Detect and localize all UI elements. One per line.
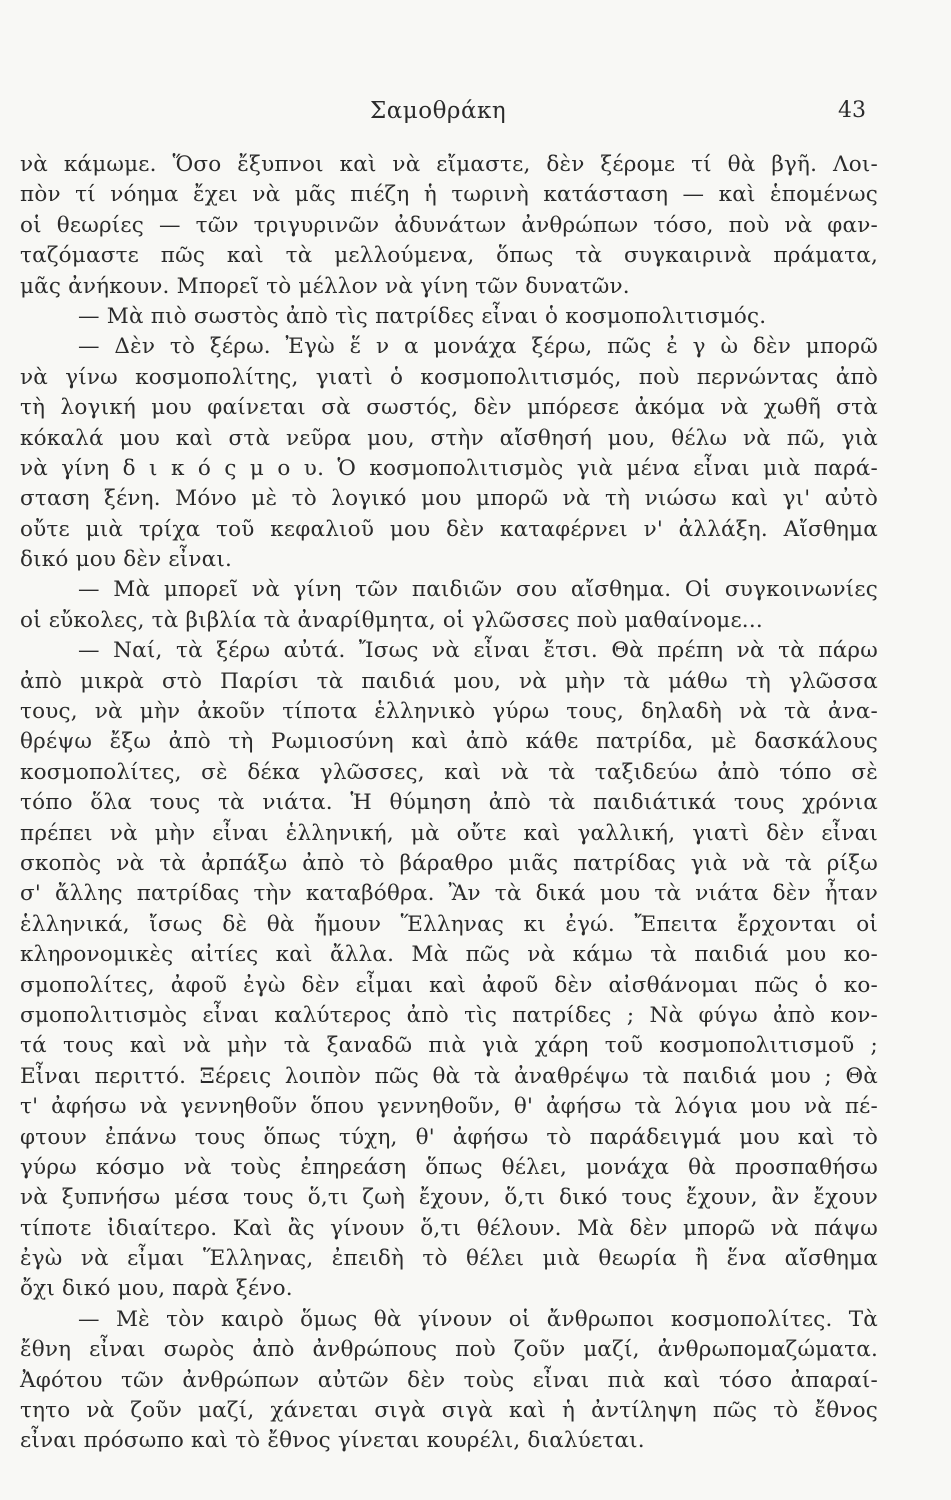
text-line: πὸν τί νόημα ἔχει νὰ μᾶς πιέζη ἡ τωρινὴ κατάσταση — καὶ ἑπομένως	[20, 182, 878, 208]
text-line: νὰ κάμωμε. Ὅσο ἔξυπνοι καὶ νὰ εἴμαστε, δὲν ξέρομε τί θὰ βγῆ. Λοι-	[20, 152, 878, 177]
text-line: ἑλληνικά, ἴσως δὲ θὰ ἤμουν Ἕλληνας κι ἐγώ. Ἔπειτα ἔρχονται οἱ	[20, 911, 878, 937]
body-text	[20, 150, 878, 1457]
text-line: τά τους καὶ νὰ μὴν τὰ ξαναδῶ πιὰ γιὰ χάρη τοῦ κοσμοπολιτισμοῦ ;	[20, 1033, 878, 1059]
running-head	[0, 98, 951, 132]
text-line: οἱ εὔκολες, τὰ βιβλία τὰ ἀναρίθμητα, οἱ γλῶσσες ποὺ μαθαίνομε...	[20, 607, 763, 633]
text-line: τ' ἀφήσω νὰ γεννηθοῦν ὅπου γεννηθοῦν, θ' ἀφήσω τὰ λόγια μου νὰ πέ-	[20, 1094, 878, 1120]
text-line: νὰ γίνω κοσμοπολίτης, γιατὶ ὁ κοσμοπολιτισμός, ποὺ περνώντας ἀπὸ	[20, 364, 878, 390]
text-line: νὰ ξυπνήσω μέσα τους ὅ,τι ζωὴ ἔχουν, ὅ,τι δικό τους ἔχουν, ἂν ἔχουν	[20, 1185, 878, 1211]
text-line: γύρω κόσμο νὰ τοὺς ἐπηρεάση ὅπως θέλει, μονάχα θὰ προσπαθήσω	[20, 1154, 878, 1180]
text-line: — Μὰ μπορεῖ νὰ γίνη τῶν παιδιῶν σου αἴσθημα. Οἱ συγκοινωνίες	[78, 577, 878, 603]
text-line: οἱ θεωρίες — τῶν τριγυρινῶν ἀδυνάτων ἀνθρώπων τόσο, ποὺ νὰ φαν-	[20, 212, 878, 238]
text-line: σμοπολιτισμὸς εἶναι καλύτερος ἀπὸ τὶς πατρίδες ; Νὰ φύγω ἀπὸ κον-	[20, 1002, 878, 1028]
text-line: κληρονομικὲς αἰτίες καὶ ἄλλα. Μὰ πῶς νὰ κάμω τὰ παιδιά μου κο-	[20, 942, 878, 968]
text-line: μᾶς ἀνήκουν. Μπορεῖ τὸ μέλλον νὰ γίνη τῶν δυνατῶν.	[20, 273, 630, 299]
text-line: τητο νὰ ζοῦν μαζί, χάνεται σιγὰ σιγὰ καὶ ἡ ἀντίληψη πῶς τὸ ἔθνος	[20, 1398, 878, 1424]
page-number: 43	[838, 98, 866, 123]
text-line: σμοπολίτες, ἀφοῦ ἐγὼ δὲν εἶμαι καὶ ἀφοῦ δὲν αἰσθάνομαι πῶς ὁ κο-	[20, 972, 878, 998]
text-line: τόπο ὅλα τους τὰ νιάτα. Ἡ θύμηση ἀπὸ τὰ παιδιάτικά τους χρόνια	[20, 790, 878, 816]
running-title: Σαμοθράκη	[370, 98, 507, 124]
text-line: δικό μου δὲν εἶναι.	[20, 547, 233, 573]
text-line: Εἶναι περιττό. Ξέρεις λοιπὸν πῶς θὰ τὰ ἀναθρέψω τὰ παιδιά μου ; Θὰ	[20, 1063, 878, 1089]
text-line: σταση ξένη. Μόνο μὲ τὸ λογικό μου μπορῶ νὰ τὴ νιώσω καὶ γι' αὐτὸ	[20, 486, 878, 512]
text-line: ἀπὸ μικρὰ στὸ Παρίσι τὰ παιδιά μου, νὰ μὴν τὰ μάθω τὴ γλῶσσα	[20, 668, 878, 694]
text-line: Ἀφότου τῶν ἀνθρώπων αὐτῶν δὲν τοὺς εἶναι πιὰ καὶ τόσο ἀπαραί-	[20, 1367, 878, 1393]
text-line: — Μὲ τὸν καιρὸ ὅμως θὰ γίνουν οἱ ἄνθρωποι κοσμοπολίτες. Τὰ	[78, 1306, 878, 1332]
text-line: τους, νὰ μὴν ἀκοῦν τίποτα ἑλληνικὸ γύρω τους, δηλαδὴ νὰ τὰ ἀνα-	[20, 699, 878, 725]
text-line: κοσμοπολίτες, σὲ δέκα γλῶσσες, καὶ νὰ τὰ ταξιδεύω ἀπὸ τόπο σὲ	[20, 759, 878, 785]
text-line: θρέψω ἔξω ἀπὸ τὴ Ρωμιοσύνη καὶ ἀπὸ κάθε πατρίδα, μὲ δασκάλους	[20, 729, 878, 755]
text-line: — Μὰ πιὸ σωστὸς ἀπὸ τὶς πατρίδες εἶναι ὁ κοσμοπολιτισμός.	[78, 303, 767, 329]
text-line: — Δὲν τὸ ξέρω. Ἐγὼ ἕ ν α μονάχα ξέρω, πῶς ἐ γ ὼ δὲν μπορῶ	[78, 334, 878, 360]
text-line: σ' ἄλλης πατρίδας τὴν καταβόθρα. Ἂν τὰ δικά μου τὰ νιάτα δὲν ἦταν	[20, 881, 878, 907]
text-line: νὰ γίνη δ ι κ ό ς μ ο υ. Ὁ κοσμοπολιτισμὸς γιὰ μένα εἶναι μιὰ παρά-	[20, 455, 878, 481]
text-line: — Ναί, τὰ ξέρω αὐτά. Ἴσως νὰ εἶναι ἔτσι. Θὰ πρέπη νὰ τὰ πάρω	[78, 638, 878, 664]
text-line: κόκαλά μου καὶ στὰ νεῦρα μου, στὴν αἴσθησή μου, θέλω νὰ πῶ, γιὰ	[20, 425, 878, 451]
text-line: ἐγὼ νὰ εἶμαι Ἕλληνας, ἐπειδὴ τὸ θέλει μιὰ θεωρία ἢ ἕνα αἴσθημα	[20, 1246, 878, 1272]
text-line: ταζόμαστε πῶς καὶ τὰ μελλούμενα, ὅπως τὰ συγκαιρινὰ πράματα,	[20, 243, 878, 269]
text-line: ἔθνη εἶναι σωρὸς ἀπὸ ἀνθρώπους ποὺ ζοῦν μαζί, ἀνθρωπομαζώματα.	[20, 1337, 878, 1363]
text-line: τίποτε ἰδιαίτερο. Καὶ ἂς γίνουν ὅ,τι θέλουν. Μὰ δὲν μπορῶ νὰ πάψω	[20, 1215, 878, 1241]
text-line: οὔτε μιὰ τρίχα τοῦ κεφαλιοῦ μου δὲν καταφέρνει ν' ἀλλάξη. Αἴσθημα	[20, 516, 878, 542]
text-line: πρέπει νὰ μὴν εἶναι ἑλληνική, μὰ οὔτε καὶ γαλλική, γιατὶ δὲν εἶναι	[20, 820, 878, 846]
text-line: τὴ λογική μου φαίνεται σὰ σωστός, δὲν μπόρεσε ἀκόμα νὰ χωθῆ στὰ	[20, 395, 878, 421]
text-line: ὄχι δικό μου, παρὰ ξένο.	[20, 1276, 293, 1302]
text-line: σκοπὸς νὰ τὰ ἀρπάξω ἀπὸ τὸ βάραθρο μιᾶς πατρίδας γιὰ νὰ τὰ ρίξω	[20, 850, 878, 876]
text-line: εἶναι πρόσωπο καὶ τὸ ἔθνος γίνεται κουρέλι, διαλύεται.	[20, 1428, 645, 1454]
text-line: φτουν ἐπάνω τους ὅπως τύχη, θ' ἀφήσω τὸ παράδειγμά μου καὶ τὸ	[20, 1124, 878, 1150]
